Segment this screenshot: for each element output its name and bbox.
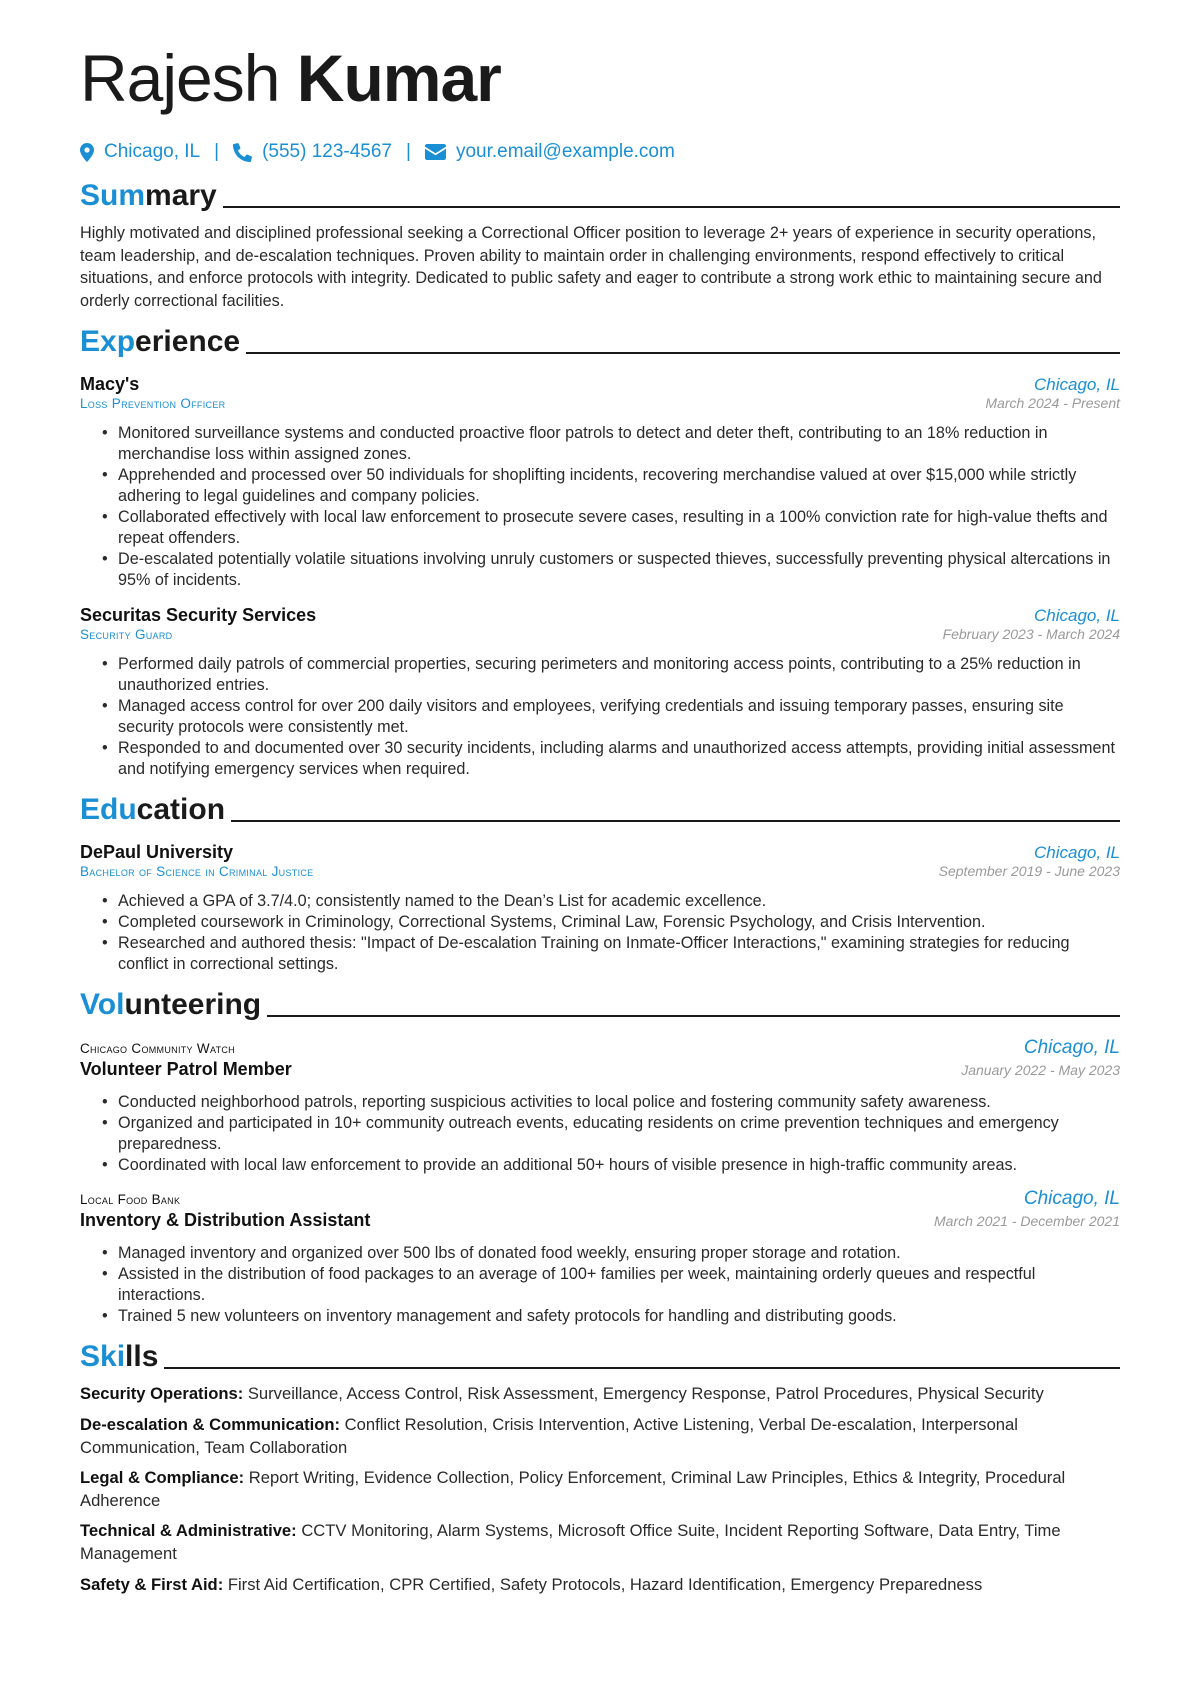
email-link[interactable]: your.email@example.com bbox=[455, 141, 675, 162]
skill-group bbox=[80, 1574, 1120, 1597]
first-name: Rajesh bbox=[80, 41, 280, 115]
bullet-item: • Managed inventory and organized over 500 lbs of donated food weekly, ensuring proper storage and rotation. bbox=[102, 1243, 1120, 1264]
volunteer-org: Local Food Bank bbox=[80, 1192, 181, 1208]
bullet-item: • Completed coursework in Criminology, Correctional Systems, Criminal Law, Forensic Psychology, and Crisis Intervention. bbox=[102, 912, 1120, 933]
skill-group-items: First Aid Certification, CPR Certified, Safety Protocols, Hazard Identification, Emergency Preparedness bbox=[227, 1574, 983, 1594]
skill-group bbox=[80, 1520, 1120, 1565]
education-dates: September 2019 - June 2023 bbox=[938, 863, 1120, 880]
summary-section-header bbox=[80, 178, 1120, 214]
volunteer-role: Inventory & Distribution Assistant bbox=[80, 1210, 371, 1231]
education-title: Education bbox=[80, 793, 226, 827]
section-divider bbox=[164, 1367, 1120, 1369]
phone-text: (555) 123-4567 bbox=[262, 141, 392, 162]
bullet-item: • Responded to and documented over 30 security incidents, including alarms and unauthorized access attempts, providing initial assessment and notifying emergency services when required. bbox=[102, 738, 1120, 780]
job-dates: February 2023 - March 2024 bbox=[942, 626, 1120, 643]
skills-section-header bbox=[80, 1339, 1120, 1375]
skills-title: Skills bbox=[80, 1340, 159, 1374]
job-title: Loss Prevention Officer bbox=[80, 396, 226, 412]
contact-phone[interactable] bbox=[233, 141, 392, 163]
job-location: Chicago, IL bbox=[1034, 606, 1120, 626]
skill-group-label: De-escalation & Communication: bbox=[80, 1414, 341, 1434]
skill-group-items: Report Writing, Evidence Collection, Policy Enforcement, Criminal Law Principles, Ethics & Integrity, Procedural Adherence bbox=[80, 1468, 1066, 1510]
school-name: DePaul University bbox=[80, 842, 234, 863]
volunteer-role: Volunteer Patrol Member bbox=[80, 1059, 292, 1080]
job-location: Chicago, IL bbox=[1034, 375, 1120, 395]
bullet-item: • Conducted neighborhood patrols, reporting suspicious activities to local police and fostering community safety awareness. bbox=[102, 1092, 1120, 1113]
employer-name: Macy's bbox=[80, 374, 140, 395]
volunteering-entry bbox=[80, 1188, 1120, 1327]
experience-entry bbox=[80, 605, 1120, 780]
section-divider bbox=[246, 352, 1120, 354]
bullet-item: • Performed daily patrols of commercial properties, securing perimeters and monitoring access points, contributing to a 25% reduction in unauthorized entries. bbox=[102, 654, 1120, 696]
skill-group bbox=[80, 1414, 1120, 1459]
school-location: Chicago, IL bbox=[1034, 843, 1120, 863]
bullet-item: • Collaborated effectively with local law enforcement to prosecute severe cases, resulting in a 100% conviction rate for high-value thefts and repeat offenders. bbox=[102, 507, 1120, 549]
bullet-item: • Coordinated with local law enforcement to provide an additional 50+ hours of visible presence in high-traffic community areas. bbox=[102, 1155, 1120, 1176]
skill-group-label: Security Operations: bbox=[80, 1384, 244, 1404]
candidate-name bbox=[80, 40, 1120, 116]
contact-location bbox=[80, 141, 200, 163]
bullet-item: • Organized and participated in 10+ community outreach events, educating residents on crime prevention techniques and emergency preparedness. bbox=[102, 1113, 1120, 1155]
section-divider bbox=[223, 206, 1120, 208]
experience-entry bbox=[80, 374, 1120, 591]
contact-separator: | bbox=[214, 141, 220, 162]
bullet-item: • Monitored surveillance systems and conducted proactive floor patrols to detect and deter theft, contributing to an 18% reduction in merchandise loss within assigned zones. bbox=[102, 423, 1120, 465]
envelope-icon bbox=[425, 144, 446, 160]
volunteering-title: Volunteering bbox=[80, 988, 262, 1022]
bullet-item: • Researched and authored thesis: "Impact of De-escalation Training on Inmate-Officer Interactions," examining strategies for reducing conflict in correctional settings. bbox=[102, 933, 1120, 975]
volunteer-location: Chicago, IL bbox=[1023, 1037, 1120, 1059]
contact-separator: | bbox=[406, 141, 411, 162]
skill-group-items: Conflict Resolution, Crisis Intervention, Active Listening, Verbal De-escalation, Interpersonal Communication, Team Collaboration bbox=[80, 1414, 1018, 1457]
contact-line bbox=[80, 138, 1120, 166]
volunteer-bullets bbox=[80, 1243, 1120, 1327]
contact-email[interactable] bbox=[425, 141, 675, 163]
bullet-item: • Assisted in the distribution of food packages to an average of 100+ families per week, maintaining orderly queues and respectful interactions. bbox=[102, 1264, 1120, 1306]
skill-group bbox=[80, 1383, 1120, 1406]
skill-group-items: CCTV Monitoring, Alarm Systems, Microsoft Office Suite, Incident Reporting Software, Data Entry, Time Management bbox=[80, 1521, 1061, 1563]
education-section-header bbox=[80, 792, 1120, 828]
volunteer-bullets bbox=[80, 1092, 1120, 1176]
bullet-item: • Apprehended and processed over 50 individuals for shoplifting incidents, recovering merchandise valued at over $15,000 while strictly adhering to legal guidelines and company policies. bbox=[102, 465, 1120, 507]
volunteering-section-header bbox=[80, 987, 1120, 1023]
skill-group-label: Legal & Compliance: bbox=[80, 1468, 245, 1488]
bullet-item: • Trained 5 new volunteers on inventory management and safety protocols for handling and distributing goods. bbox=[102, 1306, 1120, 1327]
bullet-item: • Achieved a GPA of 3.7/4.0; consistently named to the Dean’s List for academic excellence. bbox=[102, 891, 1120, 912]
volunteer-dates: March 2021 - December 2021 bbox=[934, 1213, 1120, 1230]
job-bullets bbox=[80, 654, 1120, 780]
location-text: Chicago, IL bbox=[104, 141, 201, 162]
summary-title: Summary bbox=[80, 179, 217, 212]
employer-name: Securitas Security Services bbox=[80, 605, 317, 626]
volunteering-entry bbox=[80, 1037, 1120, 1176]
section-divider bbox=[231, 820, 1120, 822]
phone-icon bbox=[233, 143, 252, 162]
education-entry bbox=[80, 842, 1120, 975]
skill-group-label: Technical & Administrative: bbox=[80, 1521, 297, 1541]
volunteer-org: Chicago Community Watch bbox=[80, 1041, 235, 1057]
bullet-item: • Managed access control for over 200 daily visitors and employees, verifying credentials and issuing temporary passes, ensuring site security protocols were consistently met. bbox=[102, 696, 1120, 738]
section-divider bbox=[267, 1015, 1120, 1017]
volunteer-location: Chicago, IL bbox=[1023, 1188, 1120, 1210]
experience-section-header bbox=[80, 324, 1120, 360]
bullet-item: • De-escalated potentially volatile situations involving unruly customers or suspected thieves, successfully preventing physical altercations in 95% of incidents. bbox=[102, 549, 1120, 591]
skill-group-label: Safety & First Aid: bbox=[80, 1574, 224, 1594]
experience-title: Experience bbox=[80, 325, 241, 359]
job-title: Security Guard bbox=[80, 627, 173, 643]
skill-group bbox=[80, 1467, 1120, 1512]
job-dates: March 2024 - Present bbox=[985, 395, 1120, 412]
skill-group-items: Surveillance, Access Control, Risk Assessment, Emergency Response, Patrol Procedures, Physical Security bbox=[247, 1384, 1044, 1404]
volunteer-dates: January 2022 - May 2023 bbox=[961, 1062, 1120, 1079]
map-pin-icon bbox=[80, 143, 94, 162]
summary-text: Highly motivated and disciplined professional seeking a Correctional Officer position to leverage 2+ years of experience in security operations, team leadership, and de-escalation techniques. Proven ability to maintain order in challenging environments, respond effectively to critical situations, and enforce protocols with integrity. Dedicated to public safety and eager to contribute a strong work ethic to maintaining secure and orderly correctional facilities. bbox=[80, 224, 1102, 310]
job-bullets bbox=[80, 423, 1120, 591]
last-name: Kumar bbox=[296, 41, 501, 115]
degree: Bachelor of Science in Criminal Justice bbox=[80, 864, 314, 880]
education-bullets bbox=[80, 891, 1120, 975]
